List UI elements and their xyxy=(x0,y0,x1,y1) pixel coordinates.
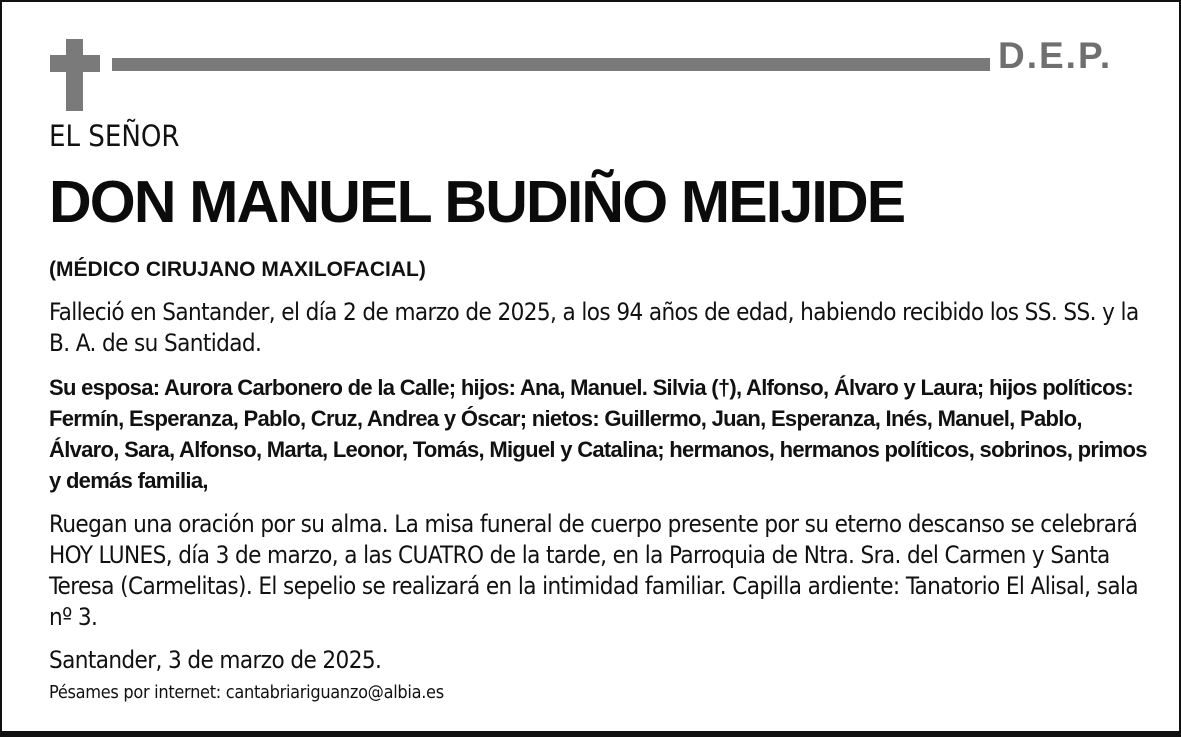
death-notice: Falleció en Santander, el día 2 de marzo de 2025, a los 94 años de edad, habiendo recibido los SS. SS. y la B. A. de su Santidad. xyxy=(49,298,1139,357)
family-list: Su esposa: Aurora Carbonero de la Calle; hijos: Ana, Manuel. Silvia (†), Alfonso, Álvaro y Laura; hijos políticos: Fermín, Esperanza, Pablo, Cruz, Andrea y Óscar; nietos: Guillermo, Juan, Esperanza, Inés, Manuel, Pablo, Álvaro, Sara, Alfonso, Marta, Leonor, Tomás, Miguel y Catalina; hermanos, hermanos políticos, sobrinos, primos y demás familia, xyxy=(49,375,1147,493)
mass-details: Ruegan una oración por su alma. La misa funeral de cuerpo presente por su eterno descanso se celebrará HOY LUNES, día 3 de marzo, a las CUATRO de la tarde, en la Parroquia de Ntra. Sra. del Carmen y Santa Teresa (Carmelitas). El sepelio se realizará en la intimidad familiar. Capilla ardiente: Tanatorio El Alisal, sala nº 3. xyxy=(49,510,1138,631)
profession: (MÉDICO CIRUJANO MAXILOFACIAL) xyxy=(49,258,426,281)
cross-icon xyxy=(66,39,83,111)
deceased-name: DON MANUEL BUDIÑO MEIJIDE xyxy=(49,169,905,235)
condolences-email[interactable]: cantabriariguanzo@albia.es xyxy=(225,682,444,703)
cross-icon-bar xyxy=(50,55,100,72)
header-rule xyxy=(112,58,990,71)
condolences-label: Pésames por internet: xyxy=(49,682,221,703)
dep-label: D.E.P. xyxy=(998,35,1113,76)
condolences-line xyxy=(49,682,444,704)
place-date: Santander, 3 de marzo de 2025. xyxy=(49,646,382,674)
honorific: EL SEÑOR xyxy=(49,119,180,153)
